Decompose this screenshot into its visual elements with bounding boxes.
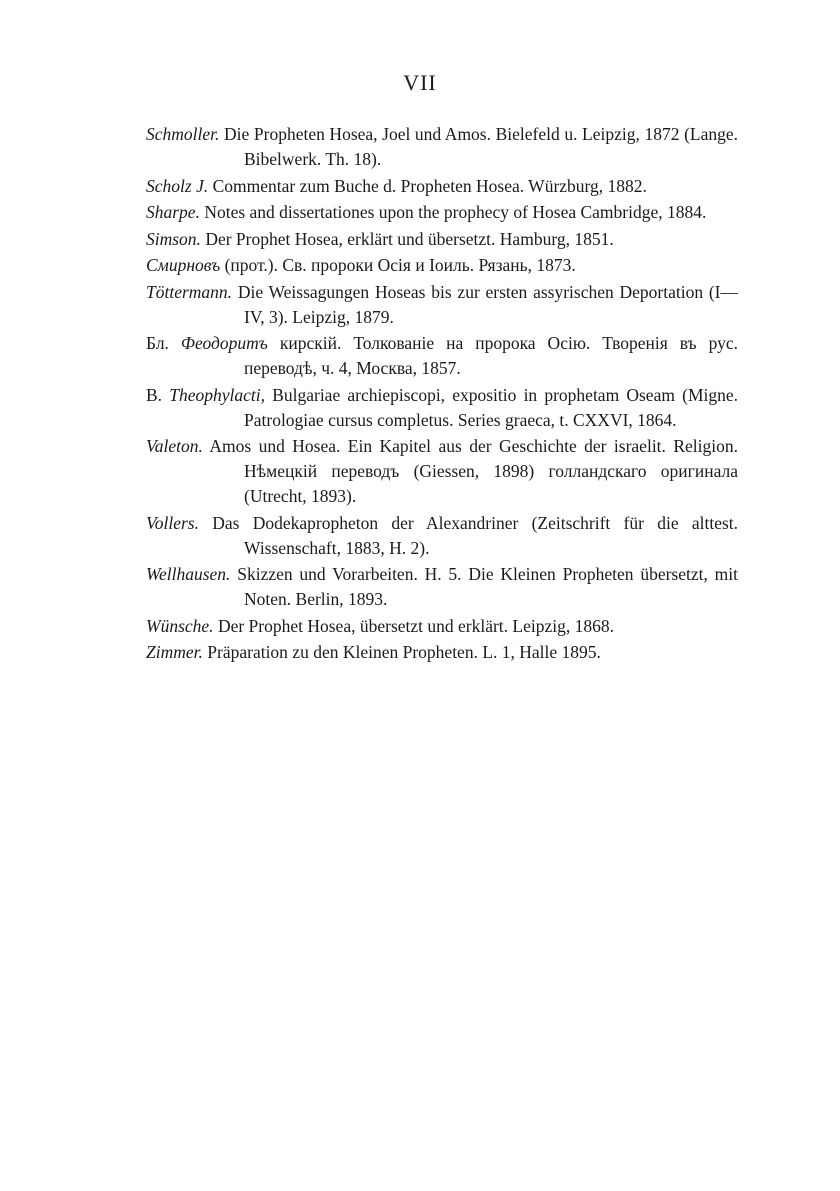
entry-text: (прот.). Св. пророки Осія и Іоиль. Рязань, 1873. — [224, 255, 576, 275]
entry-text: Das Dodekapropheton der Alexandriner (Zeitschrift für die alttest. Wissenschaft, 1883, H. 2). — [212, 512, 739, 558]
entry-author: Wellhausen. — [146, 564, 231, 584]
entry-text: Bulgariae archiepiscopi, expositio in prophetam Oseam (Migne. Patrologiae cursus completus. Series graeca, t. CXXVI, 1864. — [244, 384, 739, 430]
entry-text: Amos und Hosea. Ein Kapitel aus der Geschichte der israelit. Religion. Нѣмецкій переводъ (Giessen, 1898) голландскаго оригинала (Utrecht, 1893). — [209, 436, 738, 506]
bibliography-entry — [146, 122, 738, 172]
entry-author: Wünsche. — [146, 615, 214, 636]
entry-author: Смирновъ — [146, 255, 221, 275]
entry-text: Die Propheten Hosea, Joel und Amos. Bielefeld u. Leipzig, 1872 (Lange. Bibelwerk. Th. 18). — [224, 124, 739, 169]
entry-author: Scholz J. — [146, 175, 209, 196]
bibliography-entry — [146, 562, 738, 612]
entry-prefix: Бл. — [146, 333, 169, 353]
entry-text: кирскій. Толкованіе на пророка Осію. Творенія въ рус. переводѣ, ч. 4, Москва, 1857. — [244, 333, 738, 378]
entry-text: Die Weissagungen Hoseas bis zur ersten assyrischen Deportation (I—IV, 3). Leipzig, 1879. — [237, 281, 738, 327]
bibliography-entry — [146, 253, 738, 278]
bibliography-entry — [146, 614, 738, 639]
bibliography-list — [146, 122, 738, 667]
bibliography-entry — [146, 227, 738, 252]
entry-text: Präparation zu den Kleinen Propheten. L. 1, Halle 1895. — [207, 642, 601, 662]
entry-author: Valeton. — [146, 436, 203, 456]
bibliography-entry — [146, 640, 738, 665]
page-number: VII — [403, 70, 437, 95]
bibliography-entry — [146, 280, 738, 330]
entry-text: Der Prophet Hosea, übersetzt und erklärt. Leipzig, 1868. — [217, 615, 614, 636]
bibliography-entry — [146, 174, 738, 199]
bibliography-entry — [146, 200, 738, 225]
entry-text: Notes and dissertationes upon the prophecy of Hosea Cambridge, 1884. — [204, 202, 707, 222]
entry-author: Töttermann. — [146, 281, 233, 302]
entry-author: Simson. — [146, 228, 201, 249]
entry-author: Zimmer. — [146, 642, 203, 662]
entry-author: Theophylacti, — [169, 384, 265, 405]
bibliography-entry — [146, 511, 738, 561]
entry-prefix: B. — [146, 384, 163, 405]
entry-text: Der Prophet Hosea, erklärt und übersetzt. Hamburg, 1851. — [205, 228, 614, 249]
bibliography-entry — [146, 383, 738, 433]
bibliography-entry — [146, 331, 738, 381]
entry-author: Феодоритъ — [180, 333, 268, 353]
entry-author: Schmoller. — [146, 124, 220, 144]
bibliography-entry — [146, 434, 738, 509]
entry-text: Commentar zum Buche d. Propheten Hosea. Würzburg, 1882. — [212, 175, 647, 196]
entry-author: Vollers. — [146, 512, 199, 533]
entry-author: Sharpe. — [146, 202, 200, 222]
entry-text: Skizzen und Vorarbeiten. H. 5. Die Kleinen Propheten übersetzt, mit Noten. Berlin, 1893. — [237, 564, 739, 609]
